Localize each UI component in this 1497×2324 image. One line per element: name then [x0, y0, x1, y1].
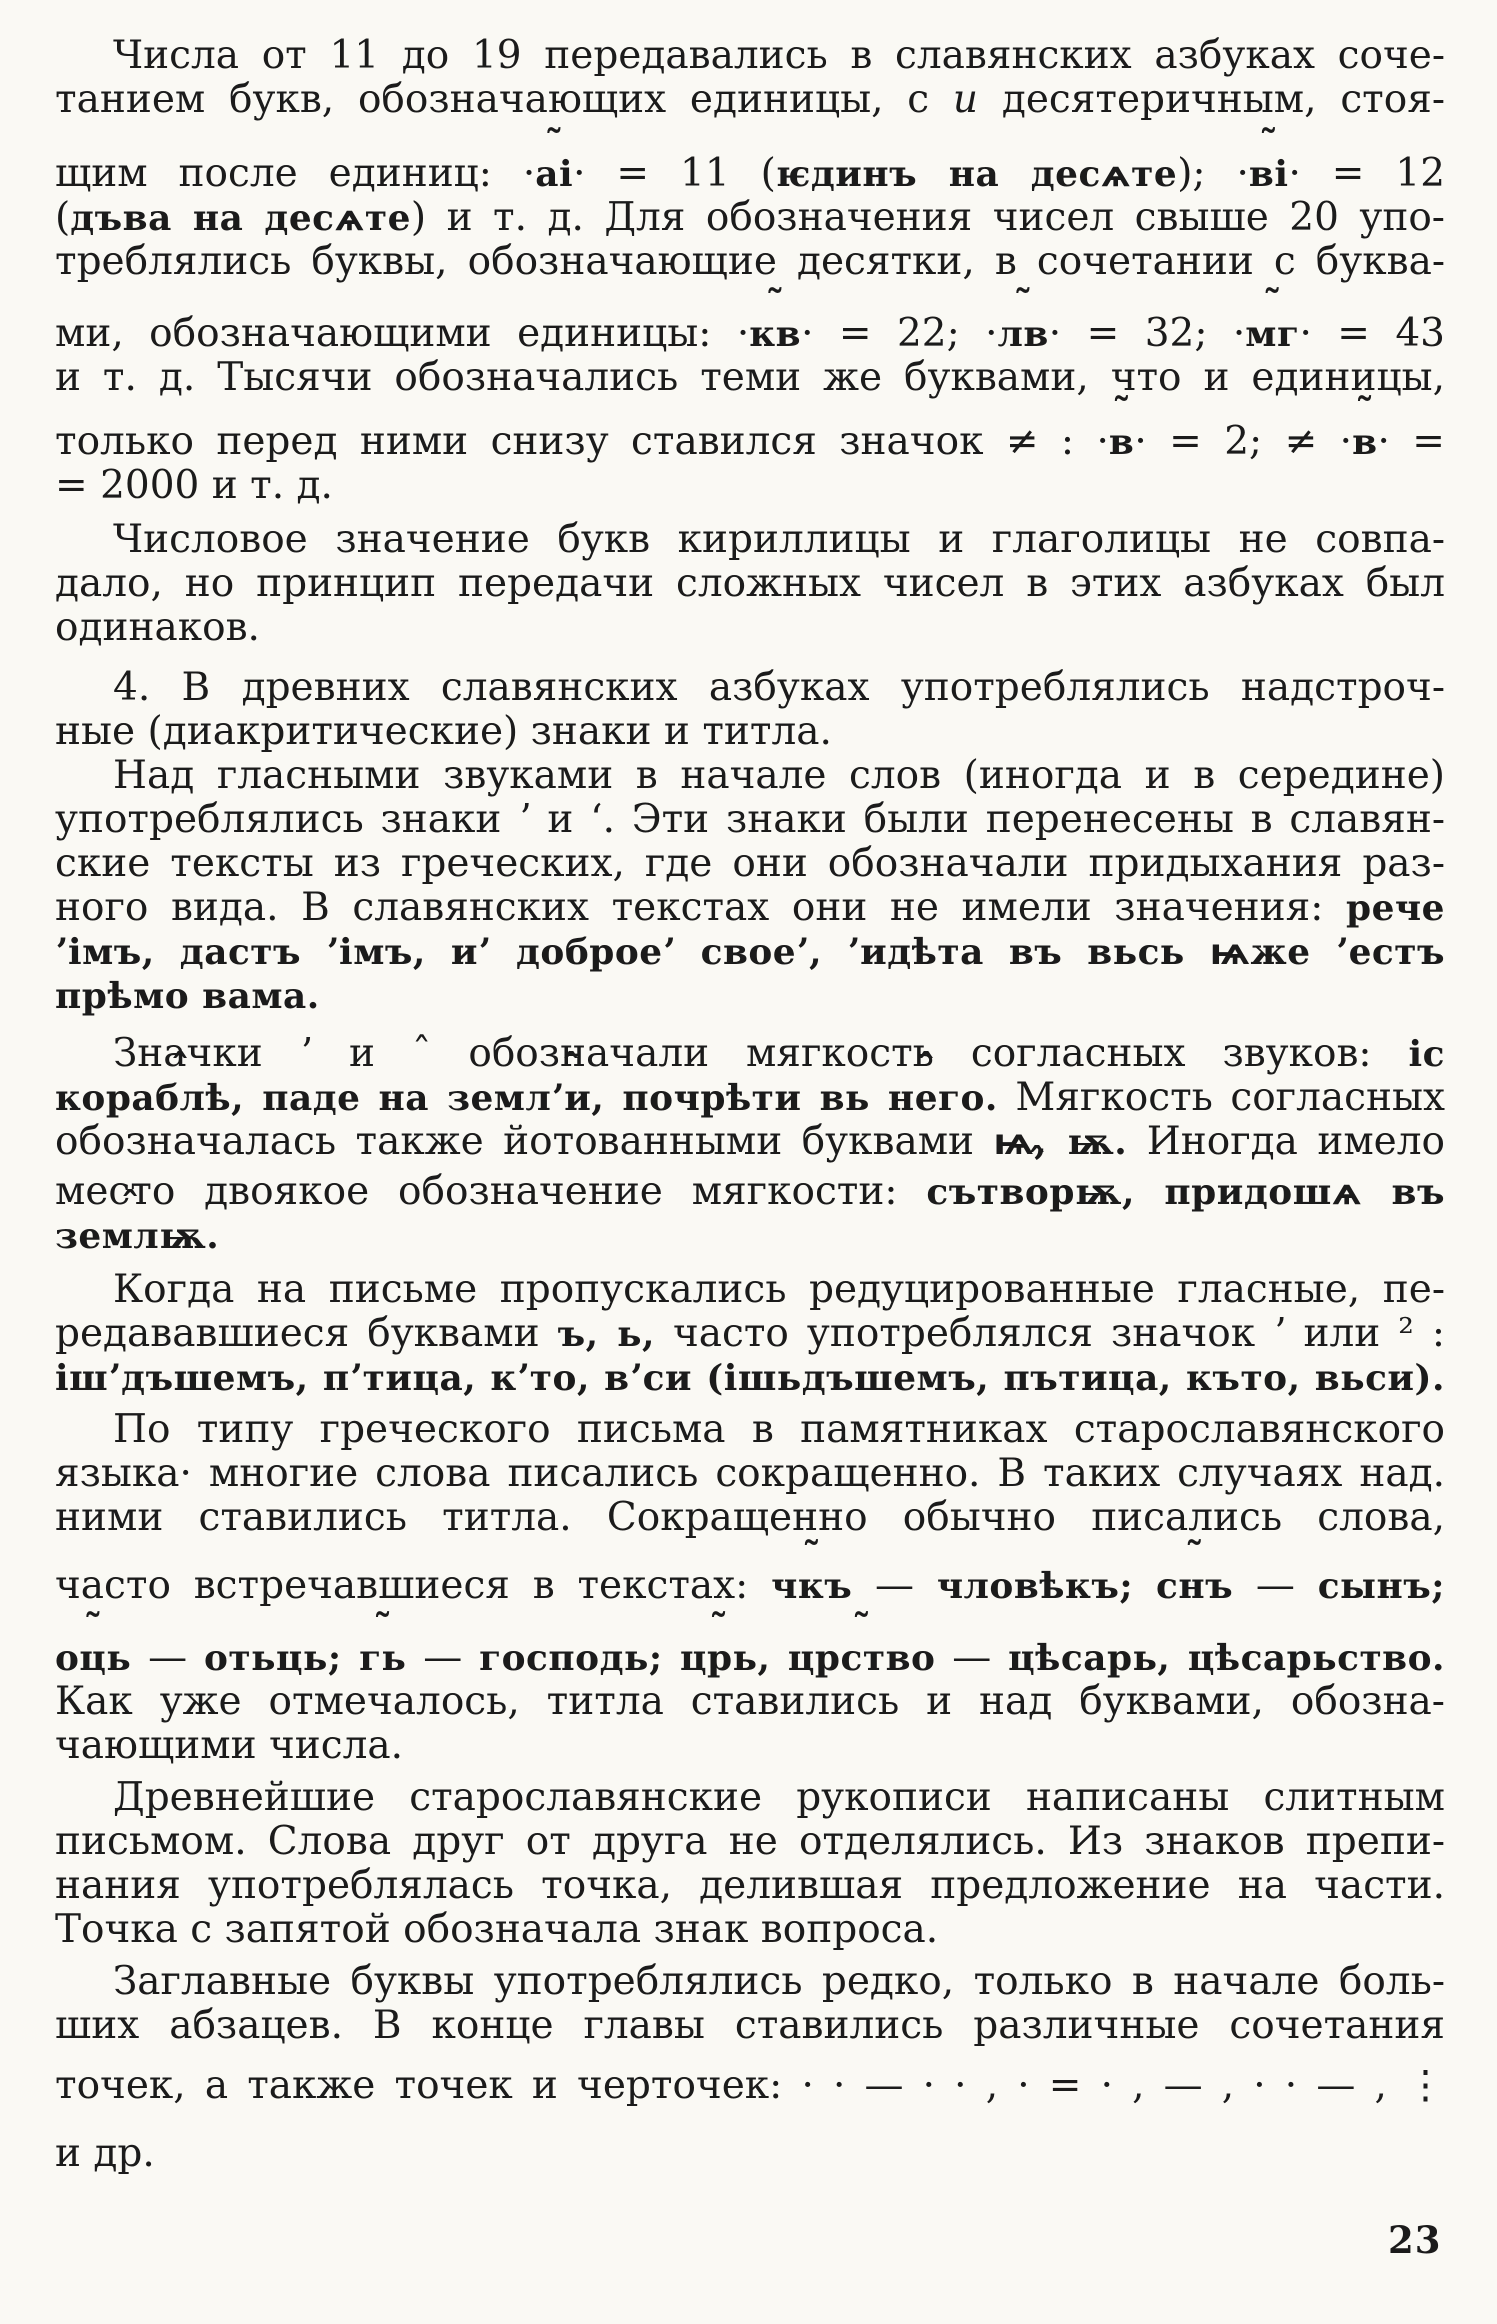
text-column [55, 34, 1445, 2176]
text-line [55, 606, 1445, 650]
slavonic-text: чловѣкъ; [936, 1565, 1134, 1607]
text-line [55, 930, 1445, 974]
text-segment: и т. д. Тысячи обозначались теми же буквами, что и единицы, [55, 355, 1445, 400]
text-segment: · · — · · , · = · , — , · · — , ⋮ [801, 2063, 1445, 2108]
slavonic-text: рече [1346, 887, 1445, 929]
text-segment: письмом. Слова друг от друга не отделялись. Из знаков препи- [55, 1819, 1445, 1864]
text-segment: ) и т. д. Для обозначения чисел свыше 20 упо- [410, 195, 1445, 240]
text-line [55, 562, 1445, 606]
text-line [55, 798, 1445, 842]
slavonic-text: црь ˜ [680, 1637, 757, 1679]
text-segment: Над гласными звуками в начале слов (иногда и в середине) [113, 753, 1445, 798]
text-segment: · = 12 [1288, 151, 1446, 196]
text-segment: десятеричным, стоя- [978, 77, 1445, 122]
text-line [55, 1312, 1445, 1356]
text-segment: точек, а также точек и черточек: [55, 2063, 802, 2108]
slavonic-text: в ˜ [1109, 421, 1134, 463]
text-line [55, 710, 1445, 754]
text-segment: · = 43 [1299, 311, 1445, 356]
slavonic-text: ъ, ь, [557, 1313, 655, 1355]
text-line [55, 1636, 1445, 1680]
slavonic-text: в ˜ [1352, 421, 1377, 463]
slavonic-text: ішʼдъшемъ, пʼтица, кʼто, вʼси (ішьдъшемъ, пътица, къто, вьси). [55, 1357, 1445, 1399]
text-line [55, 666, 1445, 710]
text-segment: редававшиеся буквами [55, 1311, 558, 1356]
text-segment: Значки ʼ и ˆ обозначали мягкость согласных звуков: [113, 1031, 1409, 1076]
text-segment: · = 32; · [1048, 311, 1246, 356]
slavonic-text: е ˆ [915, 1077, 938, 1119]
text-line [55, 1908, 1445, 1952]
slavonic-text: зе [55, 1215, 102, 1257]
text-segment: и [952, 77, 979, 122]
slavonic-text: прѣмо вама. [55, 975, 320, 1017]
text-line [55, 78, 1445, 122]
slavonic-text: отьць; [204, 1637, 360, 1679]
text-segment: · = 22; · [801, 311, 998, 356]
text-segment: · = 11 ( [573, 151, 776, 196]
slavonic-text: ві ˜ [1249, 153, 1289, 195]
slavonic-text: дъва на десѧте [70, 197, 411, 239]
text-segment: Числа от 11 до 19 передавались в славянских азбуках соче- [113, 33, 1445, 78]
text-segment: ( [55, 195, 71, 240]
text-segment: место двоякое обозначение мягкости: [55, 1169, 927, 1214]
text-segment: Древнейшие старославянские рукописи написаны слитным [113, 1775, 1445, 1820]
slavonic-text: бл ˆ [155, 1077, 205, 1119]
text-segment: чающими числа. [55, 1723, 404, 1768]
text-line [55, 1496, 1445, 1540]
text-line [55, 34, 1445, 78]
text-segment: часто употреблялся значок ʼ или ² : [654, 1311, 1445, 1356]
slavonic-text: сынъ; [1317, 1565, 1446, 1607]
text-segment: — [406, 1635, 480, 1680]
slavonic-text: ʼімъ, дастъ ʼімъ, иʼ доброеʼ своеʼ, ʼидѣта въ вьсь ѩже ʼестъ [55, 931, 1445, 973]
slavonic-text: кв ˜ [749, 313, 801, 355]
text-line [55, 1170, 1445, 1214]
text-segment: · = [1377, 419, 1445, 464]
slavonic-text: ѥдинъ на десѧте [775, 153, 1178, 195]
slavonic-text: чкъ ˜ [771, 1565, 852, 1607]
text-line [55, 1268, 1445, 1312]
text-line [55, 1820, 1445, 1864]
text-segment: 4. В древних славянских азбуках употреблялись надстроч- [113, 665, 1445, 710]
text-segment: одинаков. [55, 605, 260, 650]
text-segment: · = 2; ≠ · [1134, 419, 1353, 464]
text-segment: только перед ними снизу ставился значок ≠ : · [55, 419, 1109, 464]
text-line [55, 464, 1445, 508]
slavonic-text: мг ˜ [1245, 313, 1299, 355]
slavonic-text: ѣ, паде на земл [205, 1077, 552, 1119]
text-segment: нания употреблялась точка, делившая предложение на части. [55, 1863, 1445, 1908]
text-segment: — [1233, 1563, 1318, 1608]
text-line [55, 1864, 1445, 1908]
text-segment: танием букв, обозначающих единицы, с [55, 77, 953, 122]
text-line [55, 2004, 1445, 2048]
text-segment: ного вида. В славянских текстах они не имели значения: [55, 885, 1346, 930]
text-segment: Точка с запятой обозначала знак вопроса. [55, 1907, 939, 1952]
text-line [55, 152, 1445, 196]
text-line [55, 1032, 1445, 1076]
slavonic-text: оць ˜ [55, 1637, 131, 1679]
slavonic-text: лв ˜ [998, 313, 1049, 355]
slavonic-text: господь; [479, 1637, 681, 1679]
text-segment: По типу греческого письма в памятниках старославянского [113, 1407, 1445, 1452]
text-segment: — [852, 1563, 937, 1608]
text-line [55, 518, 1445, 562]
text-segment: дало, но принцип передачи сложных чисел в этих азбуках был [55, 561, 1445, 606]
slavonic-text: аі ˜ [535, 153, 573, 195]
text-segment: ); · [1177, 151, 1249, 196]
text-segment: Мягкость согласных [997, 1075, 1445, 1120]
slavonic-text: ѩ, ѭ. [993, 1121, 1128, 1163]
text-segment: ские тексты из греческих, где они обозначали придыхания раз- [55, 841, 1445, 886]
text-line [55, 2132, 1445, 2176]
slavonic-text: , [757, 1637, 788, 1679]
text-line [55, 1408, 1445, 1452]
text-line [55, 1120, 1445, 1164]
text-segment: — [935, 1635, 1009, 1680]
text-segment: Числовое значение букв кириллицы и глаголицы не совпа- [113, 517, 1445, 562]
slavonic-text: іс [1408, 1033, 1445, 1075]
text-line [55, 356, 1445, 400]
text-segment [1133, 1563, 1156, 1608]
text-line [55, 2064, 1445, 2108]
text-segment: языка· многие слова писались сокращенно. В таких случаях над. [55, 1451, 1445, 1496]
text-line [55, 420, 1445, 464]
text-line [55, 1356, 1445, 1400]
text-line [55, 1776, 1445, 1820]
text-segment: ними ставились титла. Сокращенно обычно писались слова, [55, 1495, 1445, 1540]
slavonic-text: го. [938, 1077, 998, 1119]
slavonic-text: о ˆ [1025, 1171, 1049, 1213]
text-segment: ших абзацев. В конце главы ставились различные сочетания [55, 2003, 1445, 2048]
text-segment: щим после единиц: · [55, 151, 536, 196]
text-line [55, 974, 1445, 1018]
text-segment: — [131, 1635, 204, 1680]
page-number: 23 [1388, 2218, 1442, 2262]
text-line [55, 1680, 1445, 1724]
slavonic-text: мл ˆ [102, 1215, 159, 1257]
text-segment: Иногда имело [1127, 1119, 1446, 1164]
slavonic-text: цѣсарь, цѣсарьство. [1008, 1637, 1446, 1679]
text-line [55, 1452, 1445, 1496]
slavonic-text: црство ˜ [788, 1637, 936, 1679]
text-line [55, 842, 1445, 886]
text-line [55, 886, 1445, 930]
text-segment: и др. [55, 2131, 155, 2176]
slavonic-text: рѭ, придошѧ въ [1049, 1171, 1445, 1213]
text-segment: Когда на письме пропускались редуцированные гласные, пе- [113, 1267, 1445, 1312]
text-line [55, 1076, 1445, 1120]
text-segment: Заглавные буквы употреблялись редко, только в начале боль- [113, 1959, 1445, 2004]
slavonic-text: , почрѣти вь н [591, 1077, 915, 1119]
text-line [55, 1214, 1445, 1258]
text-segment: ми, обозначающими единицы: · [55, 311, 750, 356]
text-segment: треблялись буквы, обозначающие десятки, в сочетании с буква- [55, 239, 1445, 284]
text-segment: = 2000 и т. д. [55, 463, 333, 508]
text-line [55, 196, 1445, 240]
slavonic-text: ѭ. [159, 1215, 220, 1257]
slavonic-text: ʼи ˆ [551, 1077, 591, 1119]
text-line [55, 312, 1445, 356]
text-line [55, 1724, 1445, 1768]
text-line [55, 1960, 1445, 2004]
text-segment: Как уже отмечалось, титла ставились и над буквами, обозна- [55, 1679, 1445, 1724]
text-line [55, 754, 1445, 798]
slavonic-text: сътв [926, 1171, 1025, 1213]
text-segment: часто встречавшиеся в текстах: [55, 1563, 772, 1608]
slavonic-text: кора [55, 1077, 156, 1119]
text-segment: употреблялись знаки ʼ и ʻ. Эти знаки были перенесены в славян- [55, 797, 1445, 842]
text-line [55, 1564, 1445, 1608]
text-segment: обозначалась также йотованными буквами [55, 1119, 994, 1164]
slavonic-text: гь ˜ [359, 1637, 406, 1679]
slavonic-text: снъ ˜ [1156, 1565, 1233, 1607]
text-segment: ные (диакритические) знаки и титла. [55, 709, 832, 754]
text-line [55, 240, 1445, 284]
